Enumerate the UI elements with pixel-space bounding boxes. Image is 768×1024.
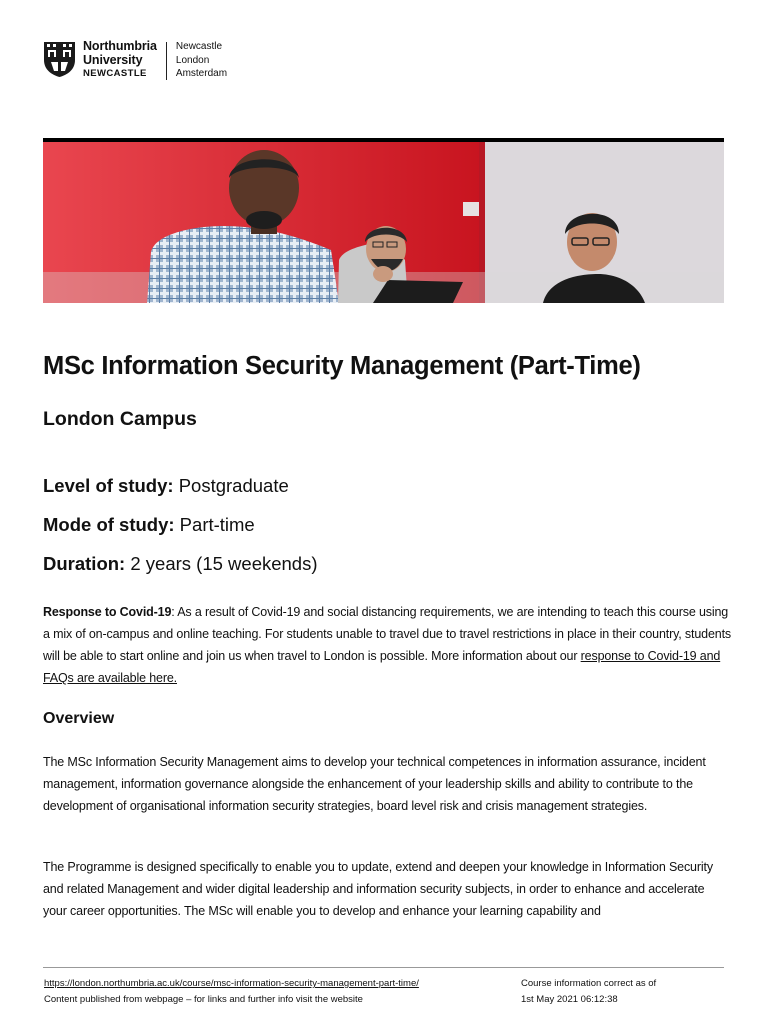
city-london: London xyxy=(175,54,210,66)
overview-heading: Overview xyxy=(43,710,115,727)
level-label: Level of study: xyxy=(43,475,174,496)
course-title: MSc Information Security Management (Part-Time) xyxy=(43,352,641,380)
mode-label: Mode of study: xyxy=(43,514,175,535)
covid-label: Response to Covid-19 xyxy=(43,605,172,619)
covid-paragraph xyxy=(43,601,733,689)
footer-date: 1st May 2021 06:12:38 xyxy=(521,994,618,1005)
crest-icon xyxy=(43,40,76,78)
students-photo xyxy=(43,142,724,303)
hero-image xyxy=(43,142,724,303)
city-newcastle: Newcastle xyxy=(175,41,223,52)
footer-correct-as-of: Course information correct as of xyxy=(521,978,657,989)
campus-cities xyxy=(176,40,227,81)
overview-paragraph-1: The MSc Information Security Management aims to develop your technical competences in information assurance, incident management, information governance alongside the enhancement of your leadership skills and ability to contribute to the development of organisational information security strategies, board level risk and crisis management strategies. xyxy=(43,755,706,813)
university-name xyxy=(83,40,157,80)
logo-divider xyxy=(166,42,167,80)
covid-faq-link[interactable]: response to Covid-19 and FAQs are available here. xyxy=(43,649,721,685)
campus-heading: London Campus xyxy=(43,408,197,430)
university-logo[interactable] xyxy=(43,40,227,81)
university-name-line2: University xyxy=(83,52,143,67)
mode-value: Part-time xyxy=(174,514,255,535)
city-amsterdam: Amsterdam xyxy=(175,68,228,79)
university-name-line3: NEWCASTLE xyxy=(83,68,147,79)
footer-right xyxy=(521,976,656,1008)
duration-value: 2 years (15 weekends) xyxy=(125,553,318,574)
duration xyxy=(43,553,318,575)
footer-note: Content published from webpage – for links and further info visit the website xyxy=(44,994,363,1005)
level-value: Postgraduate xyxy=(173,475,289,496)
overview-paragraph-2: The Programme is designed specifically to enable you to update, extend and deepen your knowledge in Information Security and related Management and wider digital leadership and information security subjects, in order to enhance and accelerate your career opportunities. The MSc will enable you to develop and enhance your learning capability and xyxy=(43,860,713,918)
mode-of-study xyxy=(43,514,255,536)
level-of-study xyxy=(43,475,289,497)
footer-divider xyxy=(43,967,724,968)
footer-left xyxy=(44,976,419,1008)
duration-label: Duration: xyxy=(43,553,126,574)
footer-course-url[interactable]: https://london.northumbria.ac.uk/course/msc-information-security-management-part-time/ xyxy=(44,978,419,989)
university-name-line1: Northumbria xyxy=(83,39,157,53)
covid-text: : As a result of Covid-19 and social distancing requirements, we are intending to teach this course using a mix of on-campus and online teaching. For students unable to travel due to travel restrictions in place in their country, students will be able to start online and join us when travel to London is possible. More information about our xyxy=(43,605,731,663)
